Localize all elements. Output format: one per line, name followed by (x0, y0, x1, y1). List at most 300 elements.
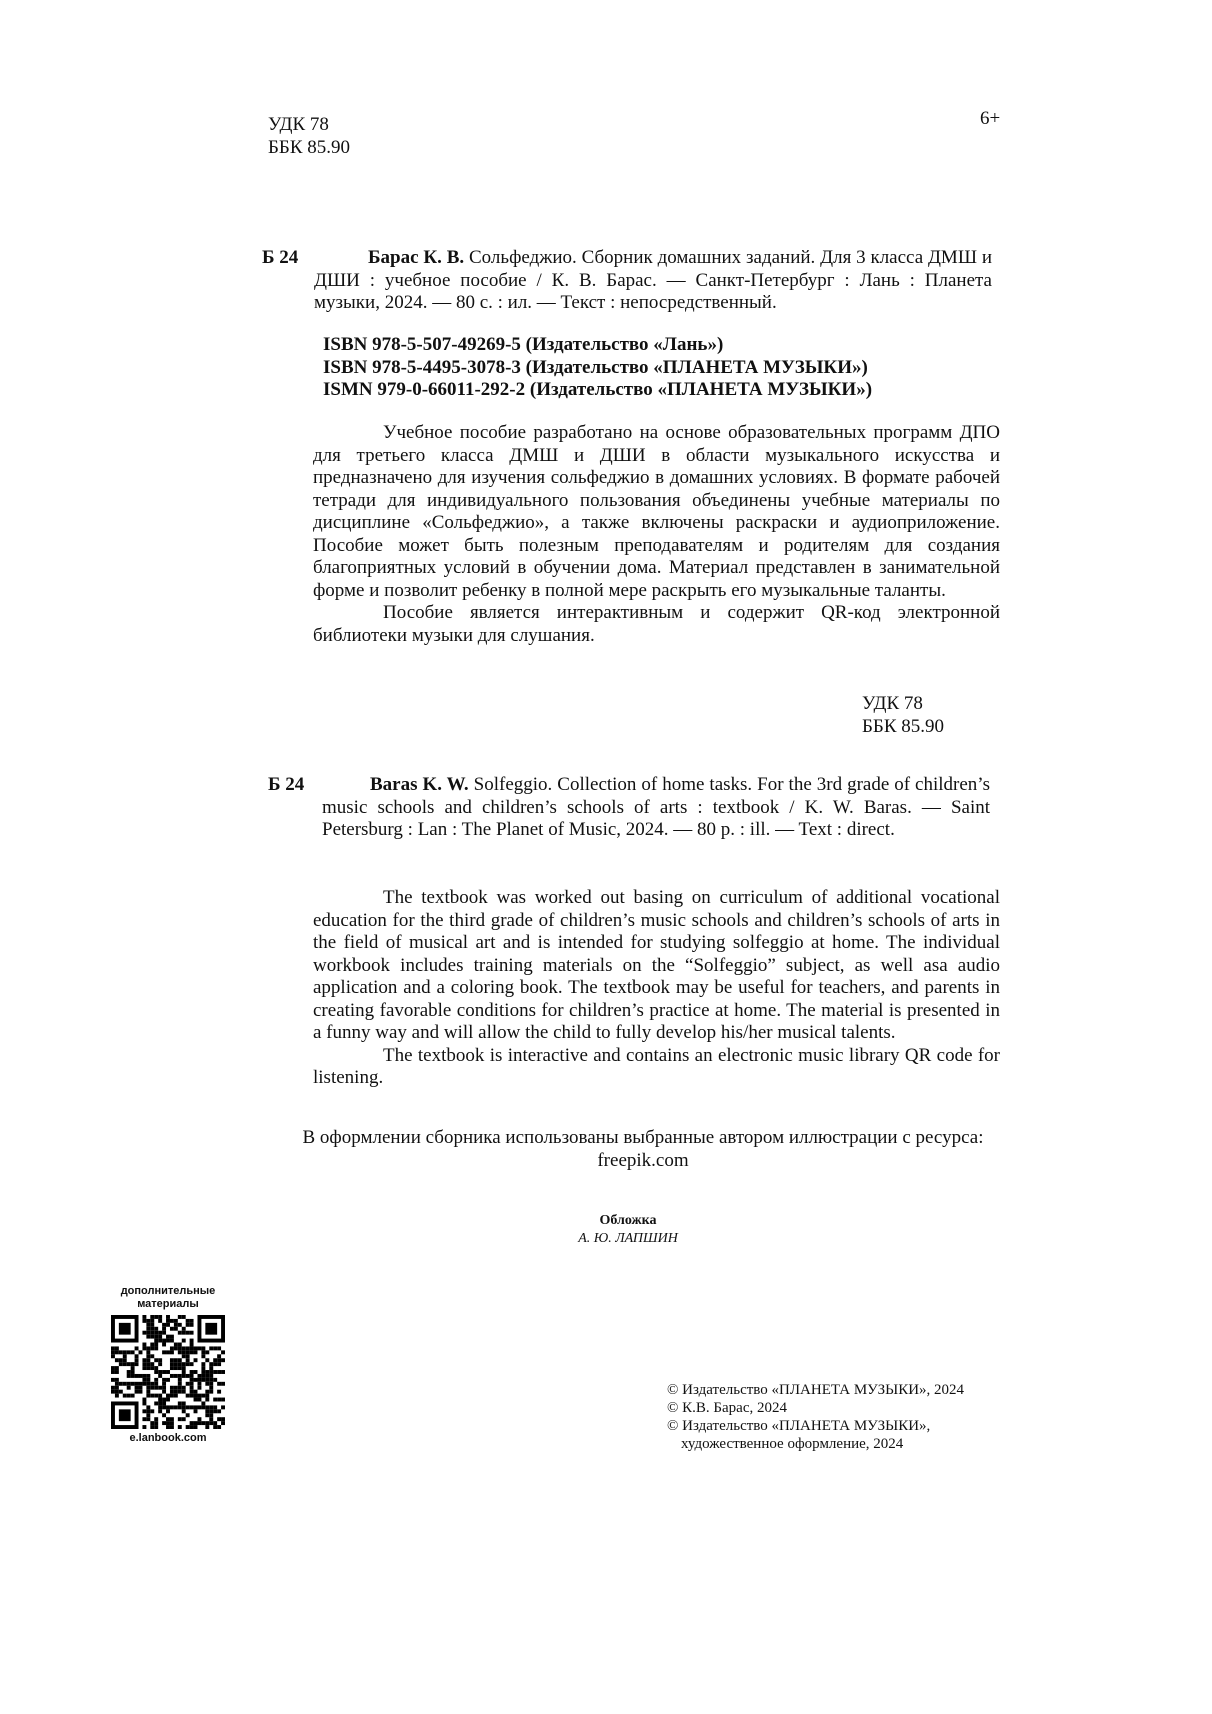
qr-module (186, 1323, 190, 1327)
qr-module (115, 1358, 119, 1362)
qr-module (158, 1409, 162, 1413)
qr-module (205, 1394, 209, 1398)
qr-module (197, 1394, 201, 1398)
qr-module (139, 1382, 143, 1386)
qr-module (162, 1331, 166, 1335)
qr-module (150, 1343, 154, 1347)
qr-module (142, 1425, 146, 1429)
qr-module (186, 1354, 190, 1358)
qr-module (205, 1382, 209, 1386)
qr-module (131, 1382, 135, 1386)
qr-module (162, 1398, 166, 1402)
qr-module (123, 1382, 127, 1386)
qr-module (178, 1366, 182, 1370)
qr-module (221, 1350, 225, 1354)
qr-module (190, 1394, 194, 1398)
qr-module (209, 1366, 213, 1370)
cover-label: Обложка (599, 1213, 657, 1228)
qr-module (146, 1394, 150, 1398)
qr-module (217, 1425, 221, 1429)
qr-module (186, 1382, 190, 1386)
qr-module (142, 1382, 146, 1386)
isbn-planet: ISBN 978-5-4495-3078-3 (Издательство «ПЛАНЕТА МУЗЫКИ») (323, 356, 868, 378)
qr-module (213, 1409, 217, 1413)
qr-module (182, 1386, 186, 1390)
qr-module (150, 1382, 154, 1386)
qr-module (154, 1417, 158, 1421)
qr-module (150, 1346, 154, 1350)
qr-module (146, 1417, 150, 1421)
qr-module (186, 1394, 190, 1398)
qr-module (142, 1417, 146, 1421)
en-abstract-p2: The textbook is interactive and contains an electronic music library QR code for listening. (313, 1044, 1000, 1088)
qr-module (190, 1382, 194, 1386)
qr-module (139, 1374, 143, 1378)
qr-module (201, 1378, 205, 1382)
qr-module (166, 1315, 170, 1319)
qr-module (154, 1366, 158, 1370)
en-biblio (322, 774, 990, 842)
qr-module (154, 1327, 158, 1331)
qr-module (190, 1350, 194, 1354)
udk: УДК 78 (862, 693, 923, 714)
qr-module (182, 1401, 186, 1405)
qr-module (174, 1358, 178, 1362)
qr-module (146, 1386, 150, 1390)
qr-module (154, 1335, 158, 1339)
qr-module (111, 1378, 115, 1382)
qr-caption-top: дополнительные материалы (120, 1285, 216, 1310)
qr-module (221, 1405, 225, 1409)
copyright-block (667, 1381, 964, 1453)
qr-module (115, 1390, 119, 1394)
qr-module (131, 1374, 135, 1378)
qr-module (142, 1315, 146, 1319)
qr-module (162, 1413, 166, 1417)
en-abstract (313, 887, 1000, 1090)
qr-module (201, 1401, 205, 1405)
qr-module (170, 1362, 174, 1366)
qr-module (217, 1358, 221, 1362)
qr-module (197, 1417, 201, 1421)
qr-module (166, 1398, 170, 1402)
qr-module (146, 1362, 150, 1366)
qr-module (115, 1378, 119, 1382)
qr-module (190, 1386, 194, 1390)
qr-module (205, 1390, 209, 1394)
qr-module (154, 1343, 158, 1347)
qr-module (162, 1405, 166, 1409)
qr-module (170, 1374, 174, 1378)
qr-module (119, 1382, 123, 1386)
qr-module (166, 1425, 170, 1429)
qr-module (123, 1362, 127, 1366)
qr-module (150, 1409, 154, 1413)
qr-module (190, 1339, 194, 1343)
qr-module (166, 1319, 170, 1323)
qr-module (178, 1346, 182, 1350)
en-author: Baras K. W. (370, 774, 469, 795)
qr-module (217, 1346, 221, 1350)
bbk: ББК 85.90 (268, 136, 350, 158)
qr-module (154, 1339, 158, 1343)
qr-module (209, 1374, 213, 1378)
qr-module (186, 1374, 190, 1378)
qr-module (178, 1401, 182, 1405)
qr-module (174, 1405, 178, 1409)
qr-module (197, 1386, 201, 1390)
qr-module (170, 1335, 174, 1339)
qr-module (166, 1335, 170, 1339)
qr-module (158, 1386, 162, 1390)
qr-module (119, 1350, 123, 1354)
qr-module (201, 1394, 205, 1398)
qr-module (166, 1417, 170, 1421)
qr-module (166, 1409, 170, 1413)
qr-module (123, 1354, 127, 1358)
qr-module (146, 1358, 150, 1362)
qr-module (213, 1370, 217, 1374)
top-classification (268, 114, 350, 159)
en-biblio-text: Solfeggio. Collection of home tasks. For the 3rd grade of children’s music schools and children’s schools of arts : textbook / K. W. Baras. — Saint Petersburg : Lan : The Planet of Music, 2024. — 80 p. : ill. — Text : direct. (322, 774, 990, 840)
qr-module (158, 1315, 162, 1319)
isbn-list (323, 334, 872, 402)
qr-module (194, 1358, 198, 1362)
en-classification (862, 693, 944, 738)
qr-module (217, 1370, 221, 1374)
qr-module (162, 1421, 166, 1425)
illustration-credit-text: В оформлении сборника использованы выбранные автором иллюстрации с ресурса: (302, 1127, 984, 1148)
ru-biblio (314, 247, 992, 315)
qr-module (127, 1386, 131, 1390)
qr-module (186, 1319, 190, 1323)
qr-module (115, 1386, 119, 1390)
qr-module (170, 1350, 174, 1354)
qr-module (217, 1362, 221, 1366)
qr-module (174, 1374, 178, 1378)
isbn-lan: ISBN 978-5-507-49269-5 (Издательство «Лань») (323, 334, 724, 355)
qr-module (142, 1398, 146, 1402)
qr-module (190, 1370, 194, 1374)
qr-module (162, 1382, 166, 1386)
qr-module (158, 1374, 162, 1378)
qr-module (178, 1374, 182, 1378)
qr-module (190, 1405, 194, 1409)
qr-module (150, 1315, 154, 1319)
qr-module (139, 1386, 143, 1390)
qr-module (209, 1405, 213, 1409)
qr-caption-bottom: e.lanbook.com (129, 1432, 207, 1444)
qr-module (178, 1358, 182, 1362)
en-code: Б 24 (268, 774, 305, 795)
qr-module (115, 1382, 119, 1386)
illustration-credit (280, 1127, 1006, 1172)
qr-module (209, 1382, 213, 1386)
qr-module (186, 1413, 190, 1417)
qr-module (154, 1425, 158, 1429)
qr-module (221, 1358, 225, 1362)
age-rating: 6+ (980, 108, 1001, 129)
qr-module (201, 1405, 205, 1409)
qr-module (162, 1339, 166, 1343)
qr-module (174, 1327, 178, 1331)
qr-module (146, 1350, 150, 1354)
qr-module (154, 1370, 158, 1374)
qr-module (186, 1331, 190, 1335)
qr-module (150, 1331, 154, 1335)
qr-module (178, 1425, 182, 1429)
qr-module (150, 1394, 154, 1398)
qr-module (158, 1319, 162, 1323)
qr-module (209, 1362, 213, 1366)
qr-module (131, 1394, 135, 1398)
qr-module (146, 1405, 150, 1409)
qr-module (178, 1405, 182, 1409)
qr-module (170, 1346, 174, 1350)
udk: УДК 78 (268, 114, 329, 135)
qr-module (154, 1386, 158, 1390)
ru-code: Б 24 (262, 247, 299, 268)
qr-module (127, 1362, 131, 1366)
qr-module (135, 1386, 139, 1390)
qr-block (108, 1285, 228, 1445)
qr-module (197, 1374, 201, 1378)
qr-module (115, 1350, 119, 1354)
qr-module (205, 1405, 209, 1409)
qr-module (162, 1327, 166, 1331)
qr-module (127, 1394, 131, 1398)
qr-module (221, 1398, 225, 1402)
qr-module (146, 1409, 150, 1413)
qr-module (154, 1401, 158, 1405)
qr-module (135, 1374, 139, 1378)
qr-module (158, 1394, 162, 1398)
en-abstract-p1: The textbook was worked out basing on curriculum of additional vocational education for the third grade of children’s music schools and children’s schools of arts in the field of musical art and is intended for studying solfeggio at home. The individual workbook includes training materials on the “Solfeggio” subject, as well asa audio application and a coloring book. The textbook may be useful for teachers, and parents in creating favorable conditions for children’s practice at home. The material is presented in a funny way and will allow the child to fully develop his/her musical talents. (313, 887, 1000, 1043)
qr-module (150, 1366, 154, 1370)
copyright-line: художественное оформление, 2024 (681, 1436, 904, 1452)
qr-module (178, 1350, 182, 1354)
qr-module (190, 1425, 194, 1429)
qr-module (142, 1331, 146, 1335)
qr-module (111, 1390, 115, 1394)
qr-module (209, 1346, 213, 1350)
qr-module (166, 1421, 170, 1425)
qr-code-icon[interactable] (111, 1315, 225, 1429)
qr-module (194, 1409, 198, 1413)
qr-module (190, 1346, 194, 1350)
qr-module (190, 1331, 194, 1335)
qr-module (135, 1354, 139, 1358)
qr-module (166, 1378, 170, 1382)
qr-module (182, 1327, 186, 1331)
qr-module (217, 1409, 221, 1413)
qr-module (221, 1417, 225, 1421)
qr-module (182, 1417, 186, 1421)
qr-module (194, 1370, 198, 1374)
qr-module (213, 1358, 217, 1362)
qr-module (217, 1398, 221, 1402)
qr-module (150, 1362, 154, 1366)
qr-module (197, 1398, 201, 1402)
qr-module (209, 1413, 213, 1417)
qr-module (178, 1331, 182, 1335)
qr-module (182, 1405, 186, 1409)
qr-module (178, 1390, 182, 1394)
qr-module (150, 1335, 154, 1339)
qr-module (178, 1382, 182, 1386)
qr-module (182, 1331, 186, 1335)
qr-module (115, 1366, 119, 1370)
qr-module (166, 1394, 170, 1398)
qr-module (111, 1350, 115, 1354)
qr-module (135, 1346, 139, 1350)
qr-module (205, 1350, 209, 1354)
qr-module (135, 1358, 139, 1362)
qr-module (158, 1401, 162, 1405)
qr-module (142, 1409, 146, 1413)
qr-module (111, 1366, 115, 1370)
qr-module (182, 1409, 186, 1413)
qr-module (146, 1378, 150, 1382)
qr-module (170, 1405, 174, 1409)
qr-module (170, 1366, 174, 1370)
qr-module (154, 1358, 158, 1362)
qr-module (111, 1354, 115, 1358)
qr-module (182, 1315, 186, 1319)
qr-module (150, 1386, 154, 1390)
qr-module (178, 1323, 182, 1327)
qr-module (174, 1366, 178, 1370)
qr-module (150, 1319, 154, 1323)
qr-module (119, 1390, 123, 1394)
qr-module (146, 1331, 150, 1335)
qr-module (135, 1390, 139, 1394)
qr-module (170, 1386, 174, 1390)
qr-module (170, 1358, 174, 1362)
qr-module (205, 1378, 209, 1382)
qr-module (162, 1350, 166, 1354)
qr-module (170, 1421, 174, 1425)
qr-module (186, 1425, 190, 1429)
qr-module (182, 1362, 186, 1366)
qr-module (146, 1335, 150, 1339)
qr-module (166, 1350, 170, 1354)
qr-module (186, 1358, 190, 1362)
qr-module (146, 1346, 150, 1350)
qr-module (182, 1339, 186, 1343)
ru-abstract-p2: Пособие является интерактивным и содержит QR-код электронной библиотеки музыки для слушания. (313, 602, 1000, 646)
qr-module (190, 1421, 194, 1425)
qr-module (158, 1339, 162, 1343)
qr-module (182, 1350, 186, 1354)
ru-author: Барас К. В. (368, 247, 465, 268)
qr-module (146, 1319, 150, 1323)
qr-module (197, 1421, 201, 1425)
qr-module (154, 1421, 158, 1425)
qr-module (205, 1425, 209, 1429)
qr-module (178, 1362, 182, 1366)
qr-module (178, 1386, 182, 1390)
qr-module (197, 1346, 201, 1350)
qr-module (139, 1350, 143, 1354)
qr-module (190, 1323, 194, 1327)
qr-module (166, 1339, 170, 1343)
qr-module (146, 1382, 150, 1386)
qr-module (142, 1378, 146, 1382)
qr-module (123, 1350, 127, 1354)
qr-module (162, 1343, 166, 1347)
qr-module (127, 1382, 131, 1386)
qr-module (170, 1319, 174, 1323)
bbk: ББК 85.90 (862, 715, 944, 737)
qr-module (209, 1378, 213, 1382)
qr-module (111, 1386, 115, 1390)
qr-module (170, 1390, 174, 1394)
qr-module (182, 1390, 186, 1394)
qr-module (123, 1394, 127, 1398)
qr-module (194, 1390, 198, 1394)
qr-module (166, 1370, 170, 1374)
qr-module (194, 1421, 198, 1425)
qr-module (166, 1323, 170, 1327)
qr-module (131, 1370, 135, 1374)
qr-module (186, 1362, 190, 1366)
qr-module (213, 1362, 217, 1366)
qr-module (139, 1390, 143, 1394)
qr-module (158, 1358, 162, 1362)
qr-module (209, 1390, 213, 1394)
copyright-line: © К.В. Барас, 2024 (667, 1400, 787, 1416)
qr-module (221, 1382, 225, 1386)
qr-module (174, 1343, 178, 1347)
qr-module (119, 1358, 123, 1362)
qr-module (146, 1366, 150, 1370)
qr-module (201, 1374, 205, 1378)
qr-module (162, 1378, 166, 1382)
qr-module (154, 1382, 158, 1386)
qr-module (205, 1358, 209, 1362)
qr-module (205, 1374, 209, 1378)
qr-module (205, 1409, 209, 1413)
qr-module (190, 1378, 194, 1382)
qr-module (213, 1346, 217, 1350)
qr-module (174, 1323, 178, 1327)
qr-module (194, 1346, 198, 1350)
qr-module (127, 1350, 131, 1354)
qr-module (162, 1401, 166, 1405)
copyright-line: © Издательство «ПЛАНЕТА МУЗЫКИ», (667, 1418, 931, 1434)
qr-module (142, 1401, 146, 1405)
qr-module (119, 1323, 131, 1335)
qr-module (154, 1315, 158, 1319)
qr-module (131, 1362, 135, 1366)
qr-module (170, 1327, 174, 1331)
qr-module (131, 1350, 135, 1354)
qr-module (135, 1362, 139, 1366)
qr-module (162, 1386, 166, 1390)
qr-module (154, 1346, 158, 1350)
qr-module (205, 1398, 209, 1402)
copyright-line: © Издательство «ПЛАНЕТА МУЗЫКИ», 2024 (667, 1382, 965, 1398)
qr-module (201, 1370, 205, 1374)
qr-module (170, 1394, 174, 1398)
qr-module (154, 1394, 158, 1398)
qr-module (115, 1346, 119, 1350)
qr-module (158, 1362, 162, 1366)
qr-module (190, 1374, 194, 1378)
qr-module (146, 1413, 150, 1417)
qr-module (197, 1405, 201, 1409)
